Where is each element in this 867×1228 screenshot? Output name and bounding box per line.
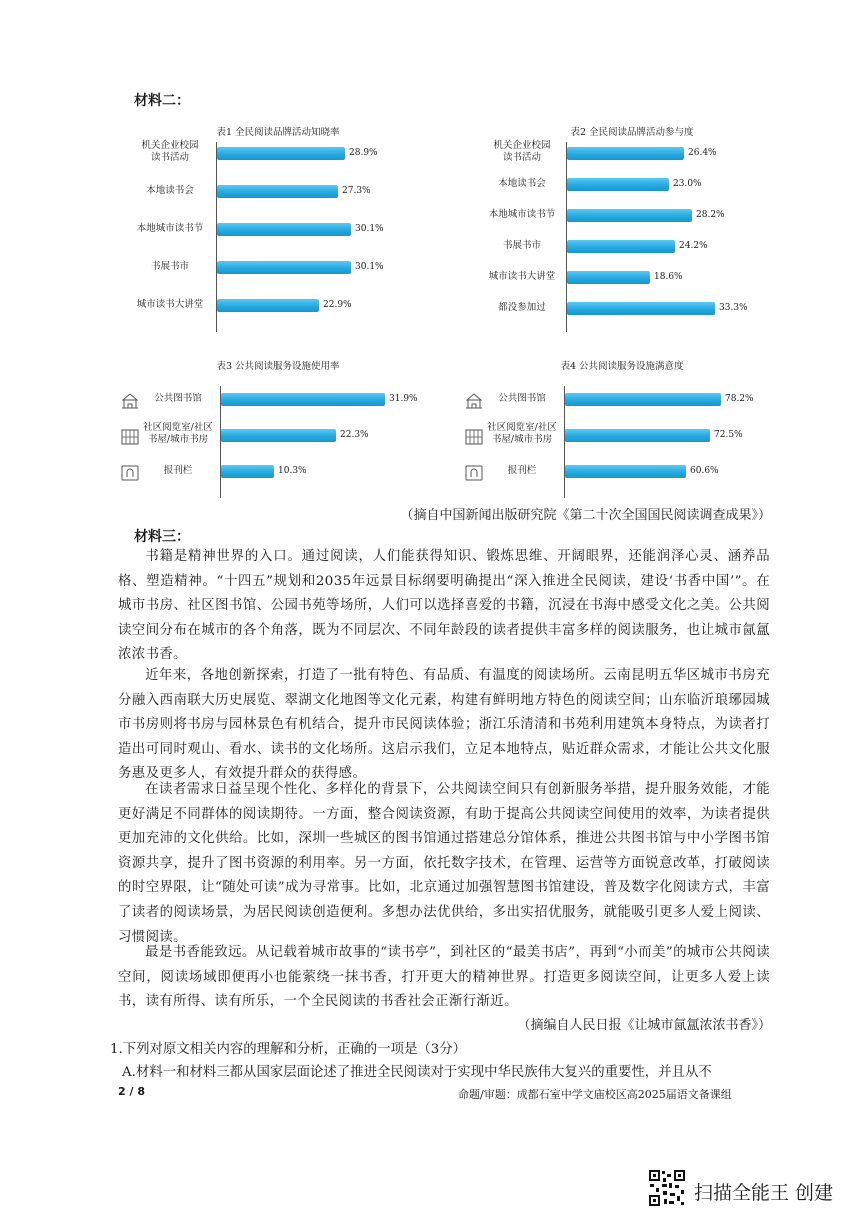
bar: [567, 302, 715, 315]
bar: [567, 240, 675, 253]
chart-row: [462, 464, 782, 486]
category-label: 机关企业校园 读书活动: [493, 140, 551, 163]
chart-row: [128, 260, 428, 282]
bar: [567, 271, 650, 284]
bar: [221, 465, 274, 478]
bar: [565, 465, 686, 478]
paragraph-text: 在读者需求日益呈现个性化、多样化的背景下，公共阅读空间只有创新服务举措，提升服务效能，才能更好满足不同群体的阅读期待。一方面，整合阅读资源，有助于提高公共阅读空间使用的效率，为读者提供更加充沛的文化供给。比如，深圳一些城区的图书馆通过搭建总分馆体系，推进公共图书馆与中小学图书馆资源共享，提升了图书资源的利用率。另一方面，依托数字技术，在管理、运营等方面锐意改革，打破阅读的时空界限，让“随处可读”成为寻常事。比如，北京通过加强智慧图书馆建设，普及数字化阅读方式，丰富了读者的阅读场景，为居民阅读创造便利。多想办法优供给，多出实招优服务，就能吸引更多人爱上阅读、习惯阅读。: [118, 782, 770, 945]
paragraph-2: [118, 664, 770, 787]
category-label: 都没参加过: [498, 302, 546, 313]
chart-row: [482, 301, 782, 323]
value-label: 28.2%: [696, 210, 725, 220]
category-label: 报刊栏: [507, 465, 537, 476]
value-label: 78.2%: [725, 394, 754, 404]
chart-row: [118, 422, 438, 450]
bar: [565, 429, 710, 442]
chart-row: [482, 270, 782, 292]
category-label: 社区阅览室/社区 书屋/城市书房: [143, 422, 213, 445]
chart-row: [462, 392, 782, 414]
paragraph-text: 书籍是精神世界的入口。通过阅读，人们能获得知识、锻炼思维、开阔眼界，还能润泽心灵、涵养品格、塑造精神。“十四五”规划和2035年远景目标纲要明确提出“深入推进全民阅读，建设‘书香中国’”。在城市书房、社区图书馆、公园书苑等场所，人们可以选择喜爱的书籍，沉浸在书海中感受文化之美。公共阅读空间分布在城市的各个角落，既为不同层次、不同年龄段的读者提供丰富多样的阅读服务，也让城市氤氲浓浓书香。: [118, 549, 770, 663]
chart-source: （摘自中国新闻出版研究院《第二十次全国国民阅读调查成果》）: [400, 508, 771, 523]
bar: [567, 147, 684, 160]
chart-title: 表4 公共阅读服务设施满意度: [560, 361, 684, 372]
chart-row: [482, 140, 782, 168]
category-label: 公共图书馆: [154, 393, 202, 404]
bar: [217, 223, 351, 236]
value-label: 22.3%: [340, 430, 369, 440]
question-1: 1.下列对原文相关内容的理解和分析，正确的一项是（3分）: [110, 1042, 467, 1057]
category-label: 本地城市读书节: [136, 223, 204, 234]
value-label: 24.2%: [679, 241, 708, 251]
chart-awareness: [128, 124, 428, 334]
chart-title: 表2 全民阅读品牌活动参与度: [570, 127, 694, 138]
qr-code-icon: [648, 1169, 686, 1207]
value-label: 18.6%: [654, 272, 683, 282]
value-label: 28.9%: [349, 148, 378, 158]
chart-row: [482, 208, 782, 230]
paragraph-1: [118, 545, 770, 668]
bar: [217, 185, 338, 198]
category-label: 本地读书会: [146, 185, 194, 196]
option-a: A.材料一和材料三都从国家层面论述了推进全民阅读对于实现中华民族伟大复兴的重要性，并且从不: [122, 1065, 712, 1080]
bar: [217, 261, 351, 274]
category-label: 书展书市: [150, 261, 189, 272]
chart-row: [128, 298, 428, 320]
value-label: 30.1%: [355, 262, 384, 272]
value-label: 33.3%: [719, 303, 748, 313]
value-label: 60.6%: [690, 466, 719, 476]
bar: [217, 147, 345, 160]
chart-row: [482, 239, 782, 261]
chart-row: [128, 184, 428, 206]
bar: [221, 393, 385, 406]
chart-title: 表1 全民阅读品牌活动知晓率: [216, 127, 340, 138]
bookshelf-icon: [464, 428, 484, 446]
paragraph-text: 近年来，各地创新探索，打造了一批有特色、有品质、有温度的阅读场所。云南昆明五华区城市书房充分融入西南联大历史展览、翠湖文化地图等文化元素，构建有鲜明地方特色的阅读空间；山东临沂琅琊园城市书房则将书房与园林景色有机结合，提升市民阅读体验；浙江乐清清和书苑利用建筑本身特点，为读者打造出可同时观山、看水、读书的文化场所。这启示我们，立足本地特点，贴近群众需求，才能让公共文化服务惠及更多人，有效提升群众的获得感。: [118, 668, 770, 782]
chart-row: [128, 222, 428, 244]
category-label: 机关企业校园 读书活动: [141, 140, 199, 163]
article-source: （摘编自人民日报《让城市氤氲浓浓书香》）: [517, 1018, 771, 1033]
library-icon: [120, 392, 140, 410]
chart-usage: [118, 358, 438, 498]
watermark-text: 扫描全能王 创建: [694, 1182, 834, 1204]
category-label: 本地读书会: [498, 178, 546, 189]
material3-title: 材料三：: [134, 529, 190, 545]
value-label: 22.9%: [323, 300, 352, 310]
category-label: 报刊栏: [163, 465, 193, 476]
paragraph-3: [118, 778, 770, 950]
bar: [221, 429, 336, 442]
category-label: 社区阅览室/社区 书屋/城市书房: [487, 422, 557, 445]
category-label: 公共图书馆: [498, 393, 546, 404]
chart-row: [118, 392, 438, 414]
value-label: 27.3%: [342, 186, 371, 196]
category-label: 城市读书大讲堂: [488, 271, 556, 282]
paragraph-4: [118, 941, 770, 1015]
footer-credit: 命题/审题：成都石室中学文庙校区高2025届语文备课组: [458, 1088, 732, 1101]
value-label: 30.1%: [355, 224, 384, 234]
bar: [217, 299, 319, 312]
newspaper-board-icon: [120, 464, 140, 482]
category-label: 书展书市: [502, 240, 541, 251]
chart-participation: [482, 124, 782, 334]
bar: [567, 178, 669, 191]
newspaper-board-icon: [464, 464, 484, 482]
chart-title: 表3 公共阅读服务设施使用率: [216, 361, 340, 372]
page-number: 2 / 8: [118, 1085, 145, 1098]
value-label: 23.0%: [673, 179, 702, 189]
category-label: 城市读书大讲堂: [136, 299, 204, 310]
chart-row: [118, 464, 438, 486]
bar: [565, 393, 721, 406]
material2-title: 材料二：: [134, 93, 190, 109]
value-label: 72.5%: [714, 430, 743, 440]
category-label: 本地城市读书节: [488, 209, 556, 220]
chart-row: [482, 177, 782, 199]
value-label: 31.9%: [389, 394, 418, 404]
value-label: 26.4%: [688, 148, 717, 158]
chart-row: [462, 422, 782, 450]
chart-row: [128, 140, 428, 168]
paragraph-text: 最是书香能致远。从记载着城市故事的“读书亭”，到社区的“最美书店”，再到“小而美”的城市公共阅读空间，阅读场域即便再小也能萦绕一抹书香，打开更大的精神世界。打造更多阅读空间，让更多人爱上读书，读有所得、读有所乐，一个全民阅读的书香社会正渐行渐近。: [118, 945, 770, 1010]
bookshelf-icon: [120, 428, 140, 446]
bar: [567, 209, 692, 222]
value-label: 10.3%: [278, 466, 307, 476]
chart-satisfaction: [462, 358, 782, 498]
library-icon: [464, 392, 484, 410]
